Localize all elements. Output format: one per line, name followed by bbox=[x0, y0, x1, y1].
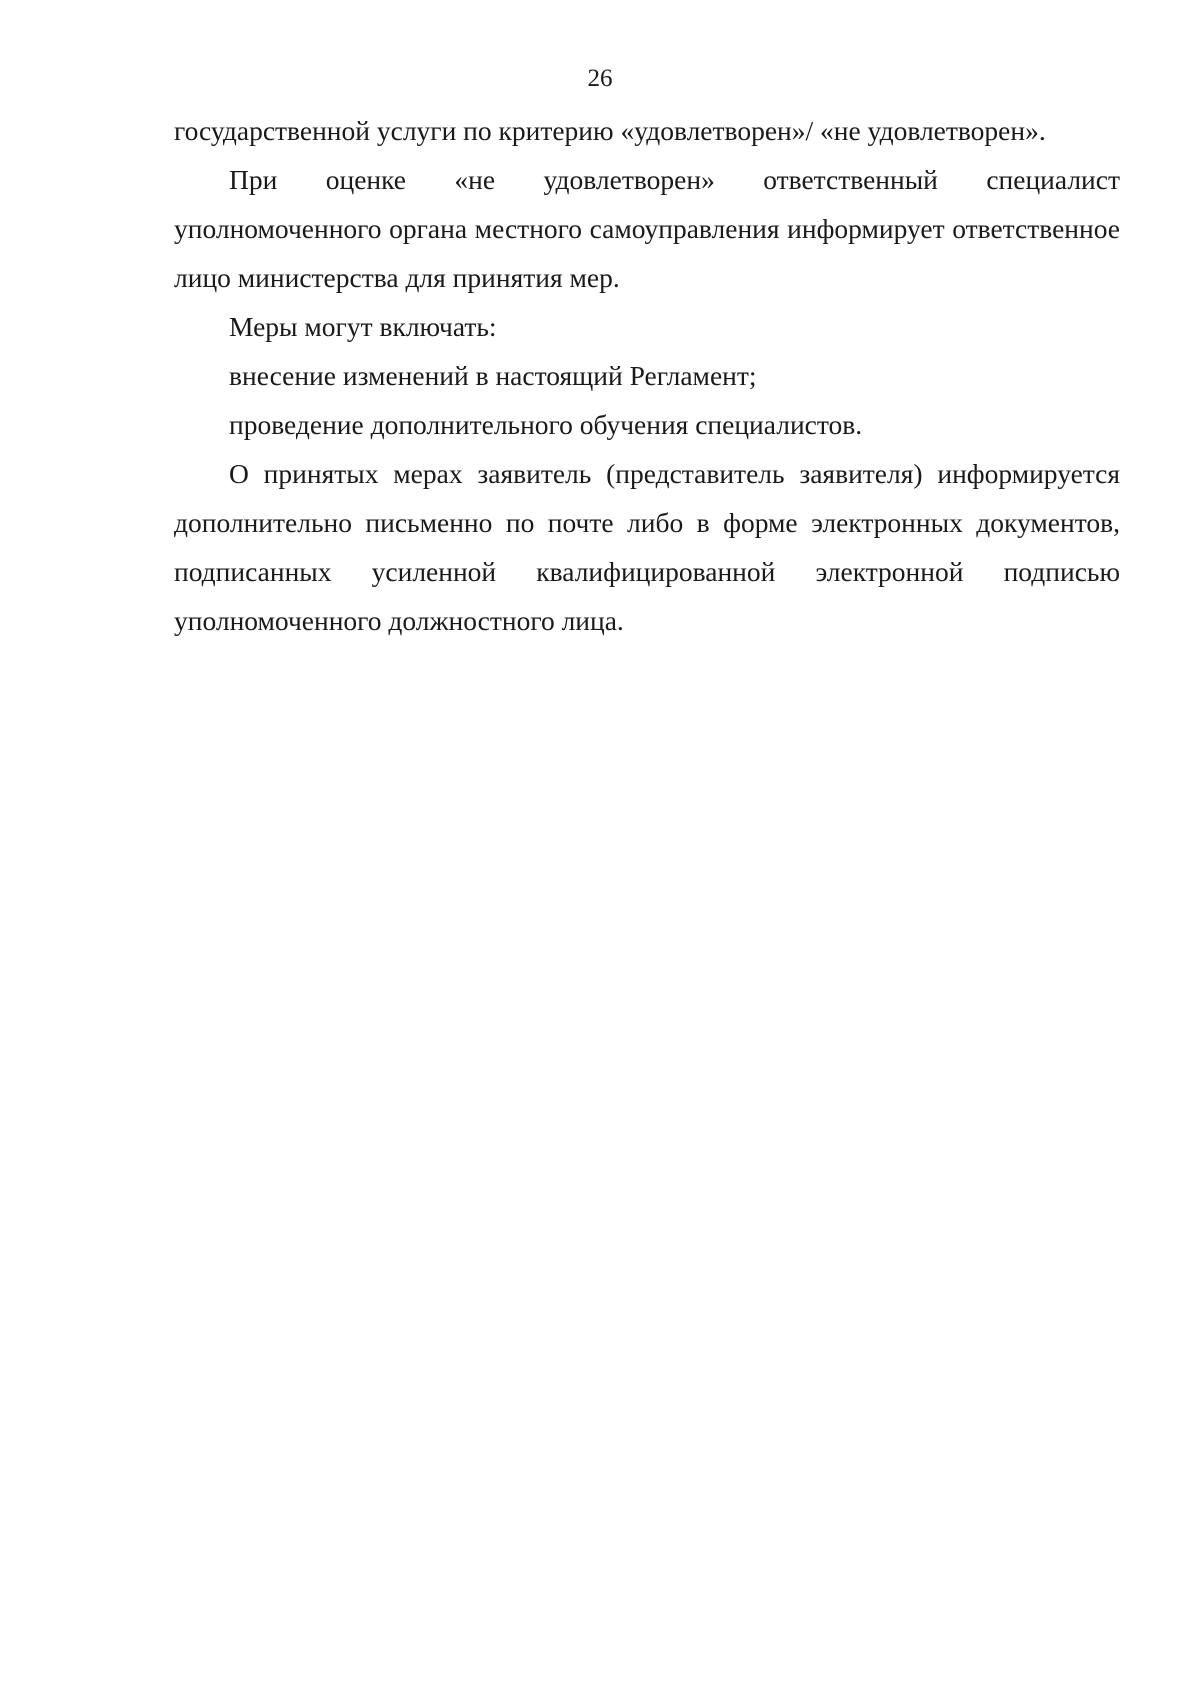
paragraph-continuation: государственной услуги по критерию «удовлетворен»/ «не удовлетворен». bbox=[174, 115, 1046, 146]
paragraph-measure-regulation: внесение изменений в настоящий Регламент; bbox=[229, 360, 757, 391]
paragraph-measure-training: проведение дополнительного обучения специалистов. bbox=[229, 409, 863, 440]
paragraph-measures-intro: Меры могут включать: bbox=[229, 311, 497, 342]
page-number: 26 bbox=[587, 65, 613, 92]
paragraph-notification: О принятых мерах заявитель (представитель заявителя) информируется дополнительно письменно по почте либо в форме электронных документов, подписанных усиленной квалифицированной электронной подписью уполномоченного должностного лица. bbox=[174, 458, 1120, 636]
document-body bbox=[174, 106, 1120, 645]
paragraph-evaluation: При оценке «не удовлетворен» ответственный специалист уполномоченного органа местного самоуправления информирует ответственное лицо министерства для принятия мер. bbox=[174, 164, 1120, 293]
